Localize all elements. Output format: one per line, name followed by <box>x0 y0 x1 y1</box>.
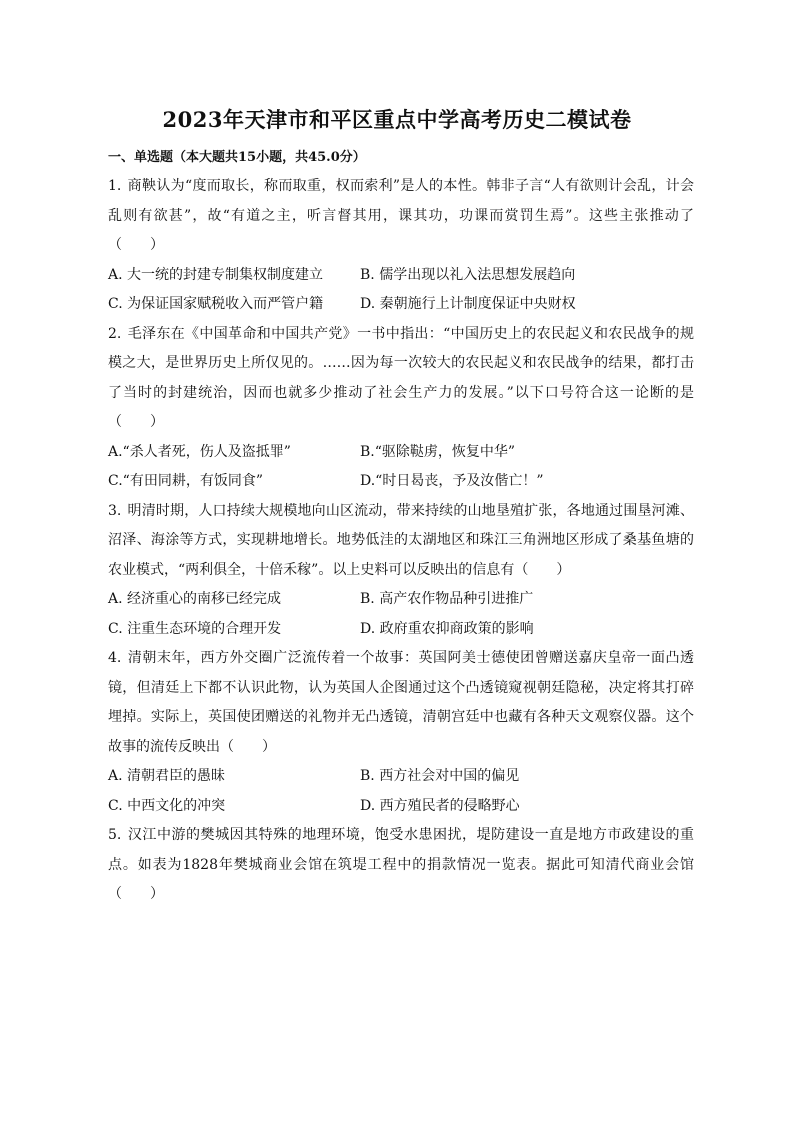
option-c[interactable]: C.“有田同耕，有饭同食” <box>108 473 263 489</box>
question-number: 4. <box>108 650 122 666</box>
option-b[interactable]: B.“驱除鞑虏，恢复中华” <box>360 443 516 460</box>
option-c[interactable]: C. 中西文化的冲突 <box>108 797 226 814</box>
option-b[interactable]: B. 儒学出现以礼入法思想发展趋向 <box>360 266 576 283</box>
question-list <box>108 172 694 910</box>
option-a[interactable]: A. 清朝君臣的愚昧 <box>108 768 226 784</box>
question-stem <box>108 821 694 910</box>
question-text: 汉江中游的樊城因其特殊的地理环境，饱受水患困扰，堤防建设一直是地方市政建设的重点。如表为1828年樊城商业会馆在筑堤工程中的捐款情况一览表。据此可知清代商业会馆（ ） <box>108 827 694 902</box>
question-number: 5. <box>108 827 122 843</box>
option-list <box>108 762 694 821</box>
option-list <box>108 585 694 644</box>
question-number: 2. <box>108 325 122 342</box>
question-stem <box>108 497 694 586</box>
question-stem <box>108 644 694 762</box>
question-text: 清朝末年，西方外交圈广泛流传着一个故事：英国阿美士德使团曾赠送嘉庆皇帝一面凸透镜，但清廷上下都不认识此物，认为英国人企图通过这个凸透镜窥视朝廷隐秘，决定将其打碎埋掉。实际上，英国使团赠送的礼物并无凸透镜，清朝宫廷中也藏有各种天文观察仪器。这个故事的流传反映出（ ） <box>108 650 694 755</box>
question-text: 明清时期，人口持续大规模地向山区流动，带来持续的山地垦殖扩张，各地通过围垦河滩、沼泽、海涂等方式，实现耕地增长。地势低洼的太湖地区和珠江三角洲地区形成了桑基鱼塘的农业模式，“两利俱全，十倍禾稼”。以上史料可以反映出的信息有（ ） <box>108 502 694 578</box>
question-text: 毛泽东在《中国革命和中国共产党》一书中指出：“中国历史上的农民起义和农民战争的规模之大，是世界历史上所仅见的。……因为每一次较大的农民起义和农民战争的结果，都打击了当时的封建统治，因而也就多少推动了社会生产力的发展。”以下口号符合这一论断的是（ ） <box>108 325 694 430</box>
question-2 <box>108 320 694 497</box>
question-number: 1. <box>108 178 122 194</box>
question-stem <box>108 320 694 438</box>
exam-title: 2023年天津市和平区重点中学高考历史二模试卷 <box>162 107 632 132</box>
option-b[interactable]: B. 高产农作物品种引进推广 <box>360 591 534 607</box>
option-list <box>108 261 694 320</box>
question-number: 3. <box>108 502 122 519</box>
option-c[interactable]: C. 注重生态环境的合理开发 <box>108 620 282 637</box>
option-d[interactable]: D. 西方殖民者的侵略野心 <box>360 797 520 814</box>
option-d[interactable]: D.“时日曷丧，予及汝偕亡！” <box>360 473 544 489</box>
question-5 <box>108 821 694 910</box>
question-text: 商鞅认为“度而取长，称而取重，权而索利”是人的本性。韩非子言“人有欲则计会乱，计会乱则有欲甚”，故“有道之主，听言督其用，课其功，功课而赏罚生焉”。这些主张推动了（ ） <box>108 178 694 253</box>
question-stem <box>108 172 694 261</box>
question-4 <box>108 644 694 821</box>
section-heading: 一、单选题（本大题共15小题，共45.0分） <box>108 150 366 165</box>
option-list <box>108 438 694 497</box>
option-d[interactable]: D. 政府重农抑商政策的影响 <box>360 620 534 637</box>
option-b[interactable]: B. 西方社会对中国的偏见 <box>360 768 520 784</box>
question-1 <box>108 172 694 320</box>
question-3 <box>108 497 694 645</box>
option-c[interactable]: C. 为保证国家赋税收入而严管户籍 <box>108 296 324 312</box>
option-a[interactable]: A. 大一统的封建专制集权制度建立 <box>108 266 324 283</box>
option-a[interactable]: A. 经济重心的南移已经完成 <box>108 591 282 607</box>
option-a[interactable]: A.“杀人者死，伤人及盗抵罪” <box>108 443 291 460</box>
option-d[interactable]: D. 秦朝施行上计制度保证中央财权 <box>360 296 576 312</box>
